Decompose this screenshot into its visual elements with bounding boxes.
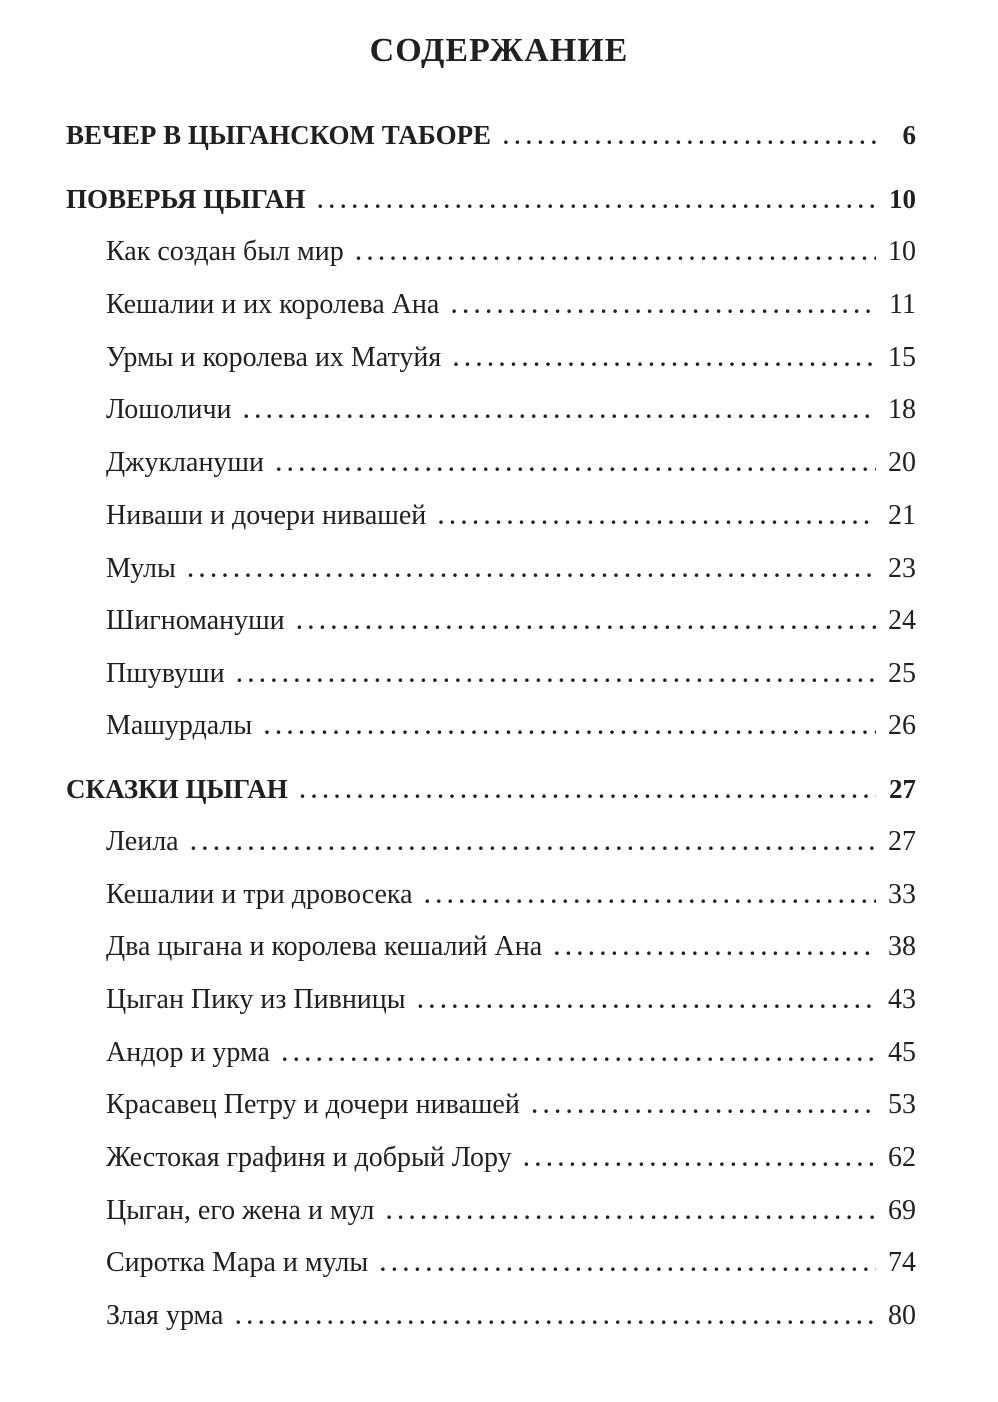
toc-item-label: Шигномануши (106, 605, 285, 636)
dot-leader (264, 714, 876, 740)
dot-leader (276, 451, 876, 477)
toc-item (106, 289, 916, 321)
dot-leader (237, 662, 876, 688)
toc-section-label: ВЕЧЕР В ЦЫГАНСКОМ ТАБОРЕ (66, 120, 492, 150)
toc-item-label: Пшувуши (106, 658, 225, 689)
dot-leader (425, 883, 876, 909)
toc-item-label: Ниваши и дочери нивашей (106, 500, 427, 531)
toc-page-number: 24 (888, 605, 916, 636)
toc-page-number: 27 (888, 826, 916, 857)
toc-item-label: Машурдалы (106, 710, 253, 741)
toc-item-label: Андор и урма (106, 1037, 270, 1068)
dot-leader (554, 935, 876, 961)
dot-leader (317, 188, 876, 214)
toc-item (106, 1037, 916, 1069)
toc-item (106, 1195, 916, 1227)
dot-leader (524, 1146, 876, 1172)
toc-item-label: Жестокая графиня и добрый Лору (106, 1142, 512, 1173)
toc-item (106, 1142, 916, 1174)
toc-item-label: Лошоличи (106, 394, 232, 425)
dot-leader (380, 1251, 876, 1277)
dot-leader (453, 346, 876, 372)
toc-item (106, 500, 916, 532)
dot-leader (503, 124, 876, 150)
dot-leader (188, 557, 876, 583)
toc-item (106, 658, 916, 690)
toc-page-number: 33 (888, 879, 916, 910)
toc-item (106, 984, 916, 1016)
toc-page-number: 18 (888, 394, 916, 425)
toc-item-label: Леила (106, 826, 179, 857)
toc-item (106, 236, 916, 268)
page-title: СОДЕРЖАНИЕ (369, 32, 629, 69)
toc-item (106, 605, 916, 637)
toc-item (106, 553, 916, 585)
toc-page-number: 80 (888, 1300, 916, 1331)
toc-item-label: Урмы и королева их Матуйя (106, 342, 442, 373)
toc-section-label: ПОВЕРЬЯ ЦЫГАН (66, 184, 306, 214)
toc-section-label: СКАЗКИ ЦЫГАН (66, 774, 288, 804)
toc-page-number: 11 (889, 289, 916, 320)
toc-item-label: Как создан был мир (106, 236, 344, 267)
toc-section-vecher (66, 120, 916, 151)
toc-item (106, 826, 916, 858)
toc-item (106, 447, 916, 479)
toc-item-label: Кешалии и три дровосека (106, 879, 413, 910)
toc-page-number: 62 (888, 1142, 916, 1173)
dot-leader (191, 830, 876, 856)
toc-item-label: Мулы (106, 553, 176, 584)
toc-item-label: Кешалии и их королева Ана (106, 289, 440, 320)
toc-page-number: 26 (888, 710, 916, 741)
toc-item (106, 879, 916, 911)
toc-item (106, 931, 916, 963)
toc-page-number: 25 (888, 658, 916, 689)
toc-section-poverya (66, 184, 916, 215)
dot-leader (282, 1041, 876, 1067)
dot-leader (356, 240, 876, 266)
dot-leader (418, 988, 876, 1014)
toc-item (106, 1247, 916, 1279)
toc-page-number: 21 (888, 500, 916, 531)
toc-item (106, 1089, 916, 1121)
dot-leader (235, 1304, 876, 1330)
toc-page-number: 69 (888, 1195, 916, 1226)
toc-page-number: 10 (889, 184, 916, 214)
toc-page-number: 15 (888, 342, 916, 373)
toc-item-label: Красавец Петру и дочери нивашей (106, 1089, 520, 1120)
toc-page-number: 45 (888, 1037, 916, 1068)
toc-page-number: 23 (888, 553, 916, 584)
toc-item-label: Цыган, его жена и мул (106, 1195, 375, 1226)
toc-item-label: Цыган Пику из Пивницы (106, 984, 406, 1015)
toc-page-number: 43 (888, 984, 916, 1015)
toc-item-label: Злая урма (106, 1300, 224, 1331)
toc-page-number: 38 (888, 931, 916, 962)
toc-item-label: Два цыгана и королева кешалий Ана (106, 931, 543, 962)
toc-page-number: 10 (888, 236, 916, 267)
toc-page-number: 6 (902, 120, 916, 150)
dot-leader (386, 1199, 876, 1225)
dot-leader (244, 398, 876, 424)
toc-page-number: 20 (888, 447, 916, 478)
toc-item (106, 394, 916, 426)
toc-page-number: 27 (889, 774, 916, 804)
toc-item (106, 342, 916, 374)
toc-item-label: Джуклануши (106, 447, 264, 478)
dot-leader (297, 609, 876, 635)
toc-page-number: 74 (888, 1247, 916, 1278)
toc-item-label: Сиротка Мара и мулы (106, 1247, 369, 1278)
toc-page-number: 53 (888, 1089, 916, 1120)
dot-leader (451, 293, 876, 319)
toc-section-skazki (66, 774, 916, 805)
toc-item (106, 1300, 916, 1332)
dot-leader (438, 504, 876, 530)
dot-leader (532, 1093, 876, 1119)
toc-item (106, 710, 916, 742)
dot-leader (300, 778, 876, 804)
